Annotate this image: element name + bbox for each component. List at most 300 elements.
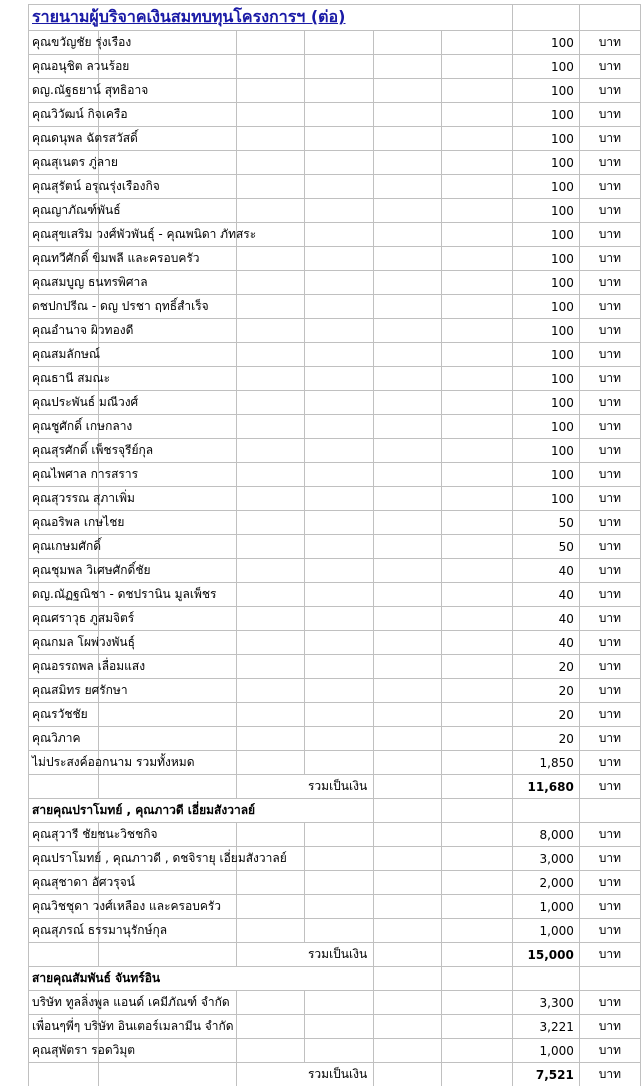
donor-amount[interactable] [512,295,579,319]
empty-cell[interactable] [442,919,512,943]
currency-unit[interactable] [579,439,640,463]
donor-name[interactable] [29,895,222,919]
empty-cell[interactable] [304,727,373,751]
section-total[interactable] [512,943,579,967]
currency-unit[interactable] [579,943,640,967]
currency-unit[interactable] [579,1015,640,1039]
empty-cell[interactable] [579,967,640,991]
currency-unit[interactable] [579,847,640,871]
empty-cell[interactable] [579,799,640,823]
currency-unit[interactable] [579,127,640,151]
currency-unit[interactable] [579,871,640,895]
empty-cell[interactable] [374,823,442,847]
currency-unit[interactable] [579,775,640,799]
donor-name[interactable] [29,535,102,559]
empty-cell[interactable] [236,871,304,895]
empty-cell[interactable] [374,55,442,79]
donor-amount[interactable] [512,871,579,895]
empty-cell[interactable] [236,511,304,535]
empty-cell[interactable] [236,391,304,415]
donor-amount[interactable] [512,151,579,175]
empty-cell[interactable] [304,895,373,919]
currency-unit[interactable] [579,703,640,727]
currency-unit[interactable] [579,679,640,703]
empty-cell[interactable] [236,319,304,343]
donor-amount[interactable] [512,247,579,271]
donor-amount[interactable] [512,127,579,151]
empty-cell[interactable] [374,583,442,607]
empty-cell[interactable] [374,1039,442,1063]
empty-cell[interactable] [442,823,512,847]
total-label[interactable] [236,1063,373,1086]
donor-amount[interactable] [512,703,579,727]
donor-amount[interactable] [512,31,579,55]
empty-cell[interactable] [304,463,373,487]
empty-cell[interactable] [442,631,512,655]
empty-cell[interactable] [374,343,442,367]
currency-unit[interactable] [579,607,640,631]
empty-cell[interactable] [374,247,442,271]
total-label[interactable] [236,943,373,967]
empty-cell[interactable] [374,223,442,247]
empty-cell[interactable] [512,799,579,823]
currency-unit[interactable] [579,55,640,79]
donor-amount[interactable] [512,847,579,871]
empty-cell[interactable] [374,271,442,295]
donor-name[interactable] [29,631,135,655]
empty-cell[interactable] [374,175,442,199]
donor-name[interactable] [29,223,257,247]
empty-cell[interactable] [374,799,442,823]
empty-cell[interactable] [304,151,373,175]
currency-unit[interactable] [579,463,640,487]
empty-cell[interactable] [374,679,442,703]
donor-name[interactable] [29,751,195,775]
currency-unit[interactable] [579,103,640,127]
empty-cell[interactable] [374,871,442,895]
section-header[interactable] [29,967,374,991]
empty-cell[interactable] [374,559,442,583]
empty-cell[interactable] [374,511,442,535]
empty-cell[interactable] [374,775,442,799]
donor-name[interactable] [29,271,148,295]
empty-cell[interactable] [442,943,512,967]
currency-unit[interactable] [579,151,640,175]
empty-cell[interactable] [442,247,512,271]
empty-cell[interactable] [236,175,304,199]
currency-unit[interactable] [579,319,640,343]
empty-cell[interactable] [304,679,373,703]
empty-cell[interactable] [442,79,512,103]
currency-unit[interactable] [579,295,640,319]
empty-cell[interactable] [236,295,304,319]
currency-unit[interactable] [579,199,640,223]
donor-name[interactable] [29,343,99,367]
empty-cell[interactable] [304,1015,373,1039]
empty-cell[interactable] [99,535,236,559]
empty-cell[interactable] [304,415,373,439]
empty-cell[interactable] [442,895,512,919]
empty-cell[interactable] [99,343,236,367]
donor-amount[interactable] [512,319,579,343]
empty-cell[interactable] [304,103,373,127]
currency-unit[interactable] [579,271,640,295]
empty-cell[interactable] [236,271,304,295]
donor-name[interactable] [29,367,111,391]
empty-cell[interactable] [304,319,373,343]
empty-cell[interactable] [374,295,442,319]
empty-cell[interactable] [442,727,512,751]
donor-amount[interactable] [512,439,579,463]
currency-unit[interactable] [579,415,640,439]
donor-name[interactable] [29,919,168,943]
empty-cell[interactable] [374,847,442,871]
donor-amount[interactable] [512,919,579,943]
empty-cell[interactable] [442,295,512,319]
donor-name[interactable] [29,559,151,583]
empty-cell[interactable] [304,631,373,655]
empty-cell[interactable] [374,991,442,1015]
empty-cell[interactable] [374,535,442,559]
donor-name[interactable] [29,511,125,535]
empty-cell[interactable] [442,367,512,391]
empty-cell[interactable] [442,847,512,871]
empty-cell[interactable] [442,55,512,79]
empty-cell[interactable] [304,223,373,247]
currency-unit[interactable] [579,175,640,199]
donor-amount[interactable] [512,367,579,391]
empty-cell[interactable] [512,5,579,31]
empty-cell[interactable] [442,343,512,367]
empty-cell[interactable] [374,703,442,727]
donor-amount[interactable] [512,895,579,919]
currency-unit[interactable] [579,823,640,847]
currency-unit[interactable] [579,727,640,751]
empty-cell[interactable] [374,79,442,103]
donor-amount[interactable] [512,559,579,583]
empty-cell[interactable] [374,199,442,223]
empty-cell[interactable] [236,55,304,79]
currency-unit[interactable] [579,391,640,415]
currency-unit[interactable] [579,1063,640,1086]
empty-cell[interactable] [442,223,512,247]
empty-cell[interactable] [442,535,512,559]
donor-amount[interactable] [512,1015,579,1039]
empty-cell[interactable] [442,991,512,1015]
empty-cell[interactable] [442,175,512,199]
empty-cell[interactable] [236,607,304,631]
empty-cell[interactable] [304,871,373,895]
donor-name[interactable] [29,439,154,463]
donor-name[interactable] [29,175,160,199]
donor-name[interactable] [29,463,139,487]
empty-cell[interactable] [236,151,304,175]
donor-amount[interactable] [512,991,579,1015]
donor-name[interactable] [29,991,230,1015]
empty-cell[interactable] [442,871,512,895]
empty-cell[interactable] [442,1039,512,1063]
empty-cell[interactable] [29,943,99,967]
empty-cell[interactable] [442,967,512,991]
currency-unit[interactable] [579,31,640,55]
empty-cell[interactable] [374,631,442,655]
empty-cell[interactable] [236,199,304,223]
empty-cell[interactable] [236,127,304,151]
empty-cell[interactable] [374,487,442,511]
empty-cell[interactable] [374,31,442,55]
empty-cell[interactable] [442,799,512,823]
empty-cell[interactable] [236,247,304,271]
empty-cell[interactable] [304,127,373,151]
empty-cell[interactable] [236,679,304,703]
empty-cell[interactable] [304,655,373,679]
empty-cell[interactable] [236,895,304,919]
empty-cell[interactable] [442,511,512,535]
donor-name[interactable] [29,1039,136,1063]
donor-amount[interactable] [512,343,579,367]
empty-cell[interactable] [99,1063,236,1086]
donor-amount[interactable] [512,535,579,559]
empty-cell[interactable] [99,703,236,727]
empty-cell[interactable] [99,943,236,967]
donor-name[interactable] [29,847,287,871]
empty-cell[interactable] [374,439,442,463]
donor-amount[interactable] [512,415,579,439]
donor-amount[interactable] [512,655,579,679]
donor-name[interactable] [29,1015,234,1039]
empty-cell[interactable] [236,367,304,391]
empty-cell[interactable] [374,919,442,943]
empty-cell[interactable] [236,655,304,679]
donor-amount[interactable] [512,607,579,631]
empty-cell[interactable] [374,967,442,991]
empty-cell[interactable] [304,175,373,199]
empty-cell[interactable] [304,583,373,607]
donor-name[interactable] [29,583,217,607]
donor-name[interactable] [29,79,149,103]
empty-cell[interactable] [374,655,442,679]
section-header[interactable] [29,799,374,823]
donor-amount[interactable] [512,679,579,703]
empty-cell[interactable] [304,703,373,727]
empty-cell[interactable] [236,103,304,127]
empty-cell[interactable] [374,127,442,151]
empty-cell[interactable] [442,271,512,295]
empty-cell[interactable] [442,607,512,631]
currency-unit[interactable] [579,895,640,919]
donor-amount[interactable] [512,199,579,223]
section-total[interactable] [512,1063,579,1086]
empty-cell[interactable] [99,367,236,391]
empty-cell[interactable] [374,607,442,631]
donor-name[interactable] [29,151,118,175]
currency-unit[interactable] [579,367,640,391]
empty-cell[interactable] [374,415,442,439]
empty-cell[interactable] [304,511,373,535]
currency-unit[interactable] [579,511,640,535]
empty-cell[interactable] [236,1039,304,1063]
empty-cell[interactable] [236,31,304,55]
empty-cell[interactable] [236,343,304,367]
donor-name[interactable] [29,607,135,631]
empty-cell[interactable] [374,1063,442,1086]
empty-cell[interactable] [442,391,512,415]
currency-unit[interactable] [579,1039,640,1063]
empty-cell[interactable] [442,1015,512,1039]
donor-amount[interactable] [512,103,579,127]
donor-amount[interactable] [512,463,579,487]
empty-cell[interactable] [442,487,512,511]
empty-cell[interactable] [99,727,236,751]
empty-cell[interactable] [304,247,373,271]
empty-cell[interactable] [304,55,373,79]
empty-cell[interactable] [304,391,373,415]
empty-cell[interactable] [236,463,304,487]
donor-name[interactable] [29,655,146,679]
empty-cell[interactable] [442,319,512,343]
currency-unit[interactable] [579,223,640,247]
currency-unit[interactable] [579,487,640,511]
empty-cell[interactable] [442,151,512,175]
empty-cell[interactable] [236,919,304,943]
donor-name[interactable] [29,295,209,319]
empty-cell[interactable] [236,439,304,463]
empty-cell[interactable] [304,1039,373,1063]
donor-name[interactable] [29,319,134,343]
empty-cell[interactable] [442,127,512,151]
empty-cell[interactable] [236,535,304,559]
donor-name[interactable] [29,31,132,55]
empty-cell[interactable] [374,103,442,127]
donor-amount[interactable] [512,823,579,847]
donor-amount[interactable] [512,175,579,199]
empty-cell[interactable] [442,31,512,55]
donor-name[interactable] [29,487,135,511]
empty-cell[interactable] [236,703,304,727]
donor-name[interactable] [29,391,139,415]
empty-cell[interactable] [304,991,373,1015]
currency-unit[interactable] [579,751,640,775]
donor-amount[interactable] [512,55,579,79]
empty-cell[interactable] [374,1015,442,1039]
empty-cell[interactable] [304,823,373,847]
donor-name[interactable] [29,103,128,127]
donor-name[interactable] [29,727,99,751]
donor-name[interactable] [29,703,99,727]
empty-cell[interactable] [304,271,373,295]
empty-cell[interactable] [442,775,512,799]
section-total[interactable] [512,775,579,799]
empty-cell[interactable] [29,775,99,799]
empty-cell[interactable] [304,559,373,583]
empty-cell[interactable] [374,463,442,487]
donor-amount[interactable] [512,727,579,751]
empty-cell[interactable] [99,151,236,175]
empty-cell[interactable] [236,751,304,775]
empty-cell[interactable] [304,199,373,223]
empty-cell[interactable] [579,5,640,31]
currency-unit[interactable] [579,247,640,271]
empty-cell[interactable] [236,631,304,655]
empty-cell[interactable] [374,367,442,391]
currency-unit[interactable] [579,583,640,607]
empty-cell[interactable] [374,727,442,751]
empty-cell[interactable] [99,775,236,799]
donor-name[interactable] [29,871,135,895]
empty-cell[interactable] [442,199,512,223]
donor-amount[interactable] [512,631,579,655]
currency-unit[interactable] [579,343,640,367]
empty-cell[interactable] [442,679,512,703]
empty-cell[interactable] [374,895,442,919]
empty-cell[interactable] [236,823,304,847]
donor-name[interactable] [29,679,128,703]
empty-cell[interactable] [442,751,512,775]
currency-unit[interactable] [579,535,640,559]
empty-cell[interactable] [236,79,304,103]
currency-unit[interactable] [579,919,640,943]
empty-cell[interactable] [304,607,373,631]
donor-amount[interactable] [512,511,579,535]
donor-amount[interactable] [512,1039,579,1063]
empty-cell[interactable] [442,103,512,127]
empty-cell[interactable] [442,559,512,583]
empty-cell[interactable] [236,727,304,751]
currency-unit[interactable] [579,559,640,583]
empty-cell[interactable] [304,79,373,103]
total-label[interactable] [236,775,373,799]
empty-cell[interactable] [442,1063,512,1086]
empty-cell[interactable] [236,1015,304,1039]
donor-name[interactable] [29,127,138,151]
empty-cell[interactable] [29,1063,99,1086]
donor-amount[interactable] [512,391,579,415]
empty-cell[interactable] [304,847,373,871]
empty-cell[interactable] [442,583,512,607]
empty-cell[interactable] [374,391,442,415]
empty-cell[interactable] [304,295,373,319]
empty-cell[interactable] [374,151,442,175]
donor-amount[interactable] [512,223,579,247]
empty-cell[interactable] [236,487,304,511]
empty-cell[interactable] [304,535,373,559]
donor-name[interactable] [29,823,158,847]
empty-cell[interactable] [304,343,373,367]
empty-cell[interactable] [304,31,373,55]
empty-cell[interactable] [374,943,442,967]
empty-cell[interactable] [236,415,304,439]
empty-cell[interactable] [442,703,512,727]
empty-cell[interactable] [374,319,442,343]
donor-name[interactable] [29,415,133,439]
donor-amount[interactable] [512,751,579,775]
empty-cell[interactable] [442,415,512,439]
donor-amount[interactable] [512,487,579,511]
donor-amount[interactable] [512,583,579,607]
donor-amount[interactable] [512,271,579,295]
empty-cell[interactable] [304,751,373,775]
empty-cell[interactable] [304,439,373,463]
donor-name[interactable] [29,55,130,79]
empty-cell[interactable] [374,751,442,775]
currency-unit[interactable] [579,991,640,1015]
empty-cell[interactable] [512,967,579,991]
donor-name[interactable] [29,199,121,223]
donor-amount[interactable] [512,79,579,103]
empty-cell[interactable] [442,655,512,679]
empty-cell[interactable] [442,463,512,487]
empty-cell[interactable] [304,367,373,391]
